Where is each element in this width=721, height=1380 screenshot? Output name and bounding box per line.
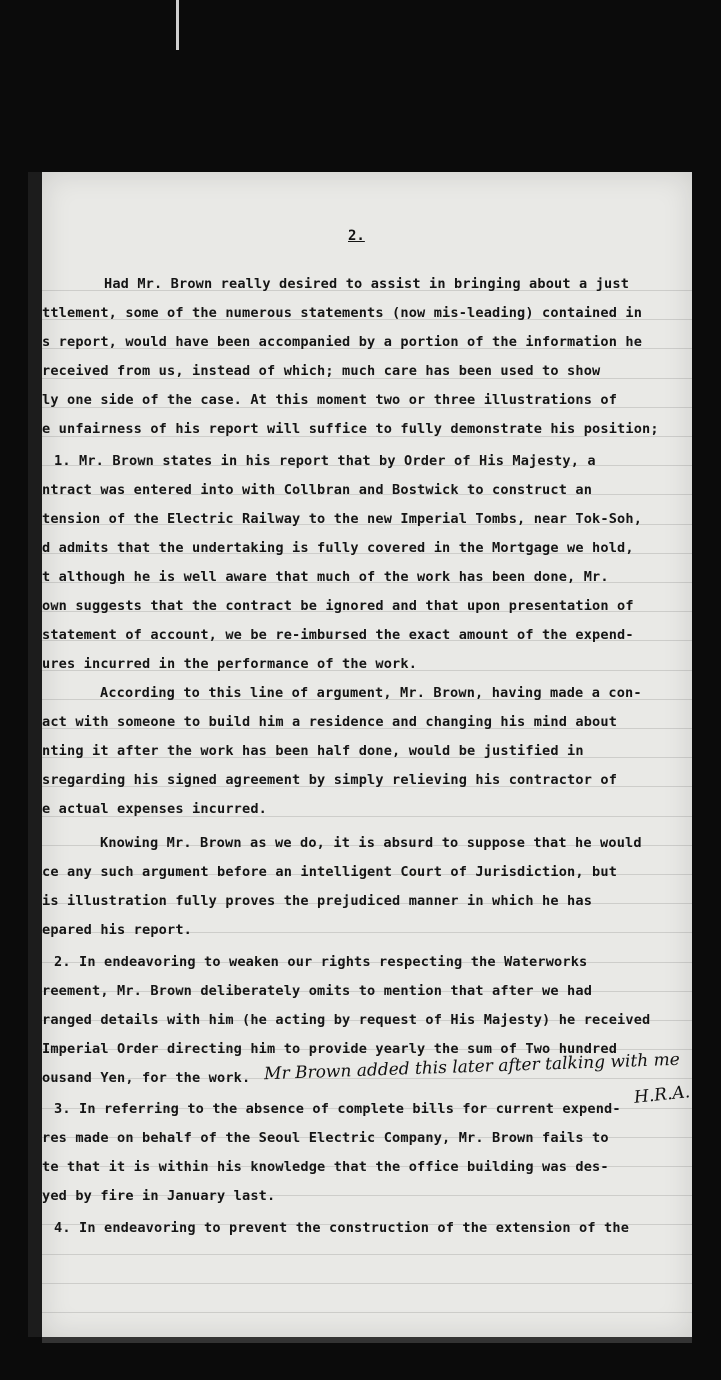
text-line: received from us, instead of which; much care has been used to show (42, 363, 601, 379)
page-binding-strip (28, 172, 42, 1337)
text-line: ly one side of the case. At this moment two or three illustrations of (42, 392, 618, 408)
text-line: 3. In referring to the absence of complete bills for current expend- (54, 1101, 621, 1117)
letter-page (42, 172, 692, 1337)
text-line: te that it is within his knowledge that the office building was des- (42, 1159, 609, 1175)
text-line: statement of account, we be re-imbursed the exact amount of the expend- (42, 627, 634, 643)
text-line: 4. In endeavoring to prevent the construction of the extension of the (54, 1220, 630, 1236)
text-line: ures incurred in the performance of the work. (42, 656, 418, 672)
text-line: ousand Yen, for the work. (42, 1070, 251, 1086)
scan-edge-mark (176, 0, 179, 50)
text-line: sregarding his signed agreement by simply relieving his contractor of (42, 772, 618, 788)
handwritten-note: Mr Brown added this later after talking with me (263, 1049, 681, 1085)
text-line: According to this line of argument, Mr. Brown, having made a con- (100, 685, 642, 701)
text-line: act with someone to build him a residence and changing his mind about (42, 714, 618, 730)
text-line: own suggests that the contract be ignored and that upon presentation of (42, 598, 634, 614)
text-line: Knowing Mr. Brown as we do, it is absurd to suppose that he would (100, 835, 642, 851)
handwritten-initials: H.R.A. (633, 1082, 692, 1108)
ruled-line (42, 1254, 692, 1255)
text-line: ntract was entered into with Collbran and Bostwick to construct an (42, 482, 593, 498)
text-line: reement, Mr. Brown deliberately omits to mention that after we had (42, 983, 593, 999)
page-bottom-edge (42, 1337, 692, 1343)
text-line: is illustration fully proves the prejudiced manner in which he has (42, 893, 593, 909)
ruled-line (42, 1312, 692, 1313)
text-line: yed by fire in January last. (42, 1188, 276, 1204)
text-line: nting it after the work has been half done, would be justified in (42, 743, 584, 759)
text-line: tension of the Electric Railway to the new Imperial Tombs, near Tok-Soh, (42, 511, 643, 527)
text-line: e unfairness of his report will suffice to fully demonstrate his position; (42, 421, 659, 437)
text-line: Had Mr. Brown really desired to assist in bringing about a just (104, 276, 630, 292)
text-line: d admits that the undertaking is fully covered in the Mortgage we hold, (42, 540, 634, 556)
page-number: 2. (348, 228, 365, 244)
text-line: Imperial Order directing him to provide yearly the sum of Two hundred (42, 1041, 618, 1057)
text-line: ranged details with him (he acting by request of His Majesty) he received (42, 1012, 651, 1028)
ruled-line (42, 1283, 692, 1284)
text-line: 2. In endeavoring to weaken our rights respecting the Waterworks (54, 954, 588, 970)
text-line: ttlement, some of the numerous statements (now mis-leading) contained in (42, 305, 643, 321)
text-line: t although he is well aware that much of the work has been done, Mr. (42, 569, 609, 585)
text-line: ce any such argument before an intelligent Court of Jurisdiction, but (42, 864, 618, 880)
text-line: epared his report. (42, 922, 193, 938)
text-line: 1. Mr. Brown states in his report that by Order of His Majesty, a (54, 453, 596, 469)
text-line: s report, would have been accompanied by a portion of the information he (42, 334, 643, 350)
text-line: e actual expenses incurred. (42, 801, 268, 817)
text-line: res made on behalf of the Seoul Electric Company, Mr. Brown fails to (42, 1130, 609, 1146)
